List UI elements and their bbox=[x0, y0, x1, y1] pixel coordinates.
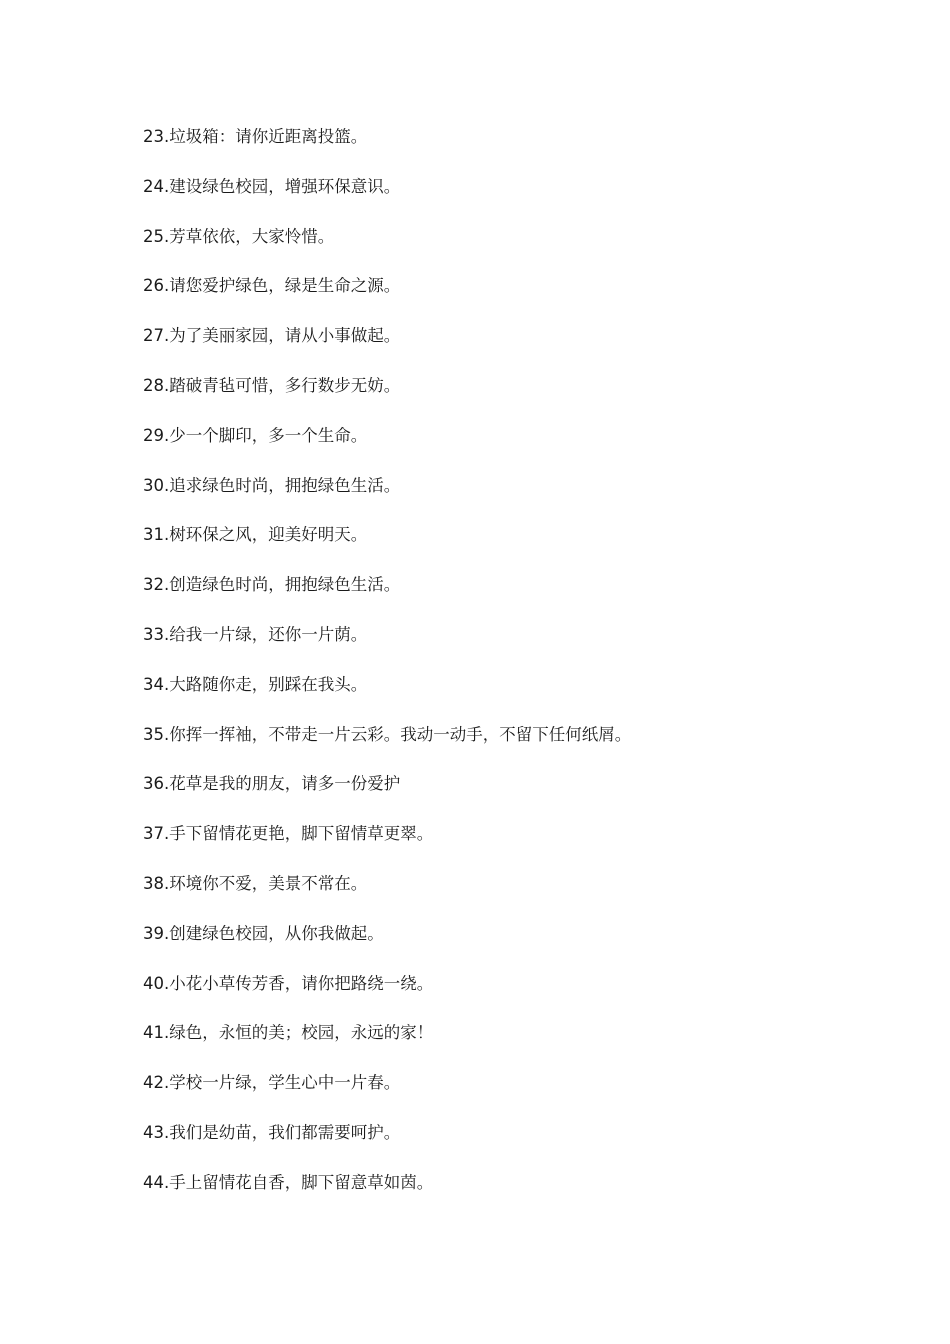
list-item: 30.追求绿色时尚，拥抱绿色生活。 bbox=[143, 475, 401, 495]
list-item: 42.学校一片绿，学生心中一片春。 bbox=[143, 1073, 401, 1093]
list-item: 41.绿色，永恒的美；校园，永远的家！ bbox=[143, 1023, 434, 1043]
list-item: 36.花草是我的朋友，请多一份爱护 bbox=[143, 774, 401, 794]
list-item: 44.手上留情花自香，脚下留意草如茵。 bbox=[143, 1172, 434, 1192]
list-item: 25.芳草依依，大家怜惜。 bbox=[143, 226, 335, 246]
list-item: 43.我们是幼苗，我们都需要呵护。 bbox=[143, 1122, 401, 1142]
list-item: 35.你挥一挥袖，不带走一片云彩。我动一动手，不留下任何纸屑。 bbox=[143, 724, 632, 744]
list-item: 32.创造绿色时尚，拥抱绿色生活。 bbox=[143, 575, 401, 595]
slogan-list bbox=[143, 125, 631, 1221]
list-item: 38.环境你不爱，美景不常在。 bbox=[143, 873, 368, 893]
list-item: 24.建设绿色校园，增强环保意识。 bbox=[143, 176, 401, 196]
list-item: 29.少一个脚印，多一个生命。 bbox=[143, 425, 368, 445]
list-item: 39.创建绿色校园，从你我做起。 bbox=[143, 923, 384, 943]
list-item: 31.树环保之风，迎美好明天。 bbox=[143, 525, 368, 545]
list-item: 26.请您爱护绿色，绿是生命之源。 bbox=[143, 276, 401, 296]
list-item: 27.为了美丽家园，请从小事做起。 bbox=[143, 326, 401, 346]
list-item: 40.小花小草传芳香，请你把路绕一绕。 bbox=[143, 973, 434, 993]
list-item: 23.垃圾箱：请你近距离投篮。 bbox=[143, 127, 368, 146]
list-item: 37.手下留情花更艳，脚下留情草更翠。 bbox=[143, 824, 434, 844]
list-item: 33.给我一片绿，还你一片荫。 bbox=[143, 624, 368, 644]
list-item: 34.大路随你走，别踩在我头。 bbox=[143, 674, 368, 694]
list-item: 28.踏破青毡可惜，多行数步无妨。 bbox=[143, 375, 401, 395]
